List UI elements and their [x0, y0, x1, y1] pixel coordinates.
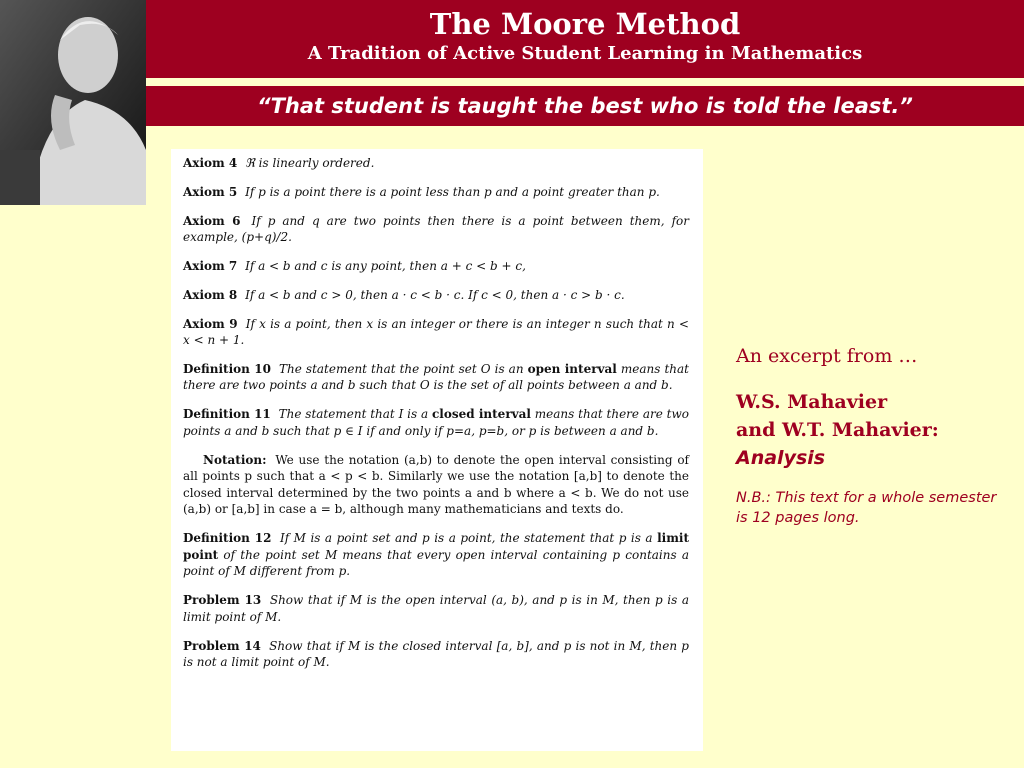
notation-note: [183, 452, 689, 518]
item-label: Problem 13: [183, 593, 262, 608]
book-title: Analysis: [736, 447, 826, 469]
item-label: Axiom 5: [183, 184, 238, 199]
item-text-continued: means that there are two points a and b such that p ∈ I if and only if p=a, p=b, or p is between a and b.: [183, 407, 689, 438]
axiom-5: [183, 184, 689, 201]
divider: [146, 78, 1024, 86]
item-label: Problem 14: [183, 638, 261, 653]
author-line-2: and W.T. Mahavier:: [736, 419, 939, 441]
portrait-photo: [0, 0, 146, 205]
item-label: Axiom 7: [183, 258, 238, 273]
item-label: Definition 12: [183, 531, 272, 546]
item-label: Notation:: [203, 452, 267, 467]
item-text: If x is a point, then x is an integer or there is an integer n such that n < x < n + 1.: [183, 316, 689, 348]
item-text: We use the notation (a,b) to denote the open interval consisting of all points p such that a < p < b. Similarly we use the notation [a,b] to denote the closed interval determined by the two points a and b where a < b. We do not use (a,b) or [a,b] in case a = b, although many mathematicians and texts do.: [183, 452, 689, 517]
excerpt-intro: An excerpt from …: [736, 345, 918, 367]
note-text: N.B.: This text for a whole semester is 12 pages long.: [736, 490, 997, 526]
defined-term: limit point: [183, 531, 689, 562]
axiom-8: [183, 287, 689, 304]
quote-banner: “That student is taught the best who is told the least.”: [146, 86, 1024, 126]
author-line-1: W.S. Mahavier: [736, 391, 888, 413]
item-label: Definition 10: [183, 361, 271, 376]
header-band: [146, 0, 1024, 78]
item-label: Axiom 6: [183, 213, 241, 228]
item-text: The statement that the point set O is an: [279, 361, 528, 376]
axiom-7: [183, 258, 689, 275]
definition-10: [183, 361, 689, 394]
page-subtitle: A Tradition of Active Student Learning in Mathematics: [307, 43, 863, 64]
item-text: If M is a point set and p is a point, the statement that p is a: [279, 531, 658, 546]
item-label: Axiom 9: [183, 316, 238, 331]
item-label: Definition 11: [183, 407, 271, 422]
defined-term: open interval: [527, 361, 617, 376]
problem-13: [183, 592, 689, 625]
problem-14: [183, 638, 689, 671]
item-text: Show that if M is the open interval (a, b), and p is in M, then p is a limit point of M.: [183, 593, 689, 624]
item-text-continued: of the point set M means that every open interval containing p contains a point of M different from p.: [183, 547, 689, 579]
item-text: Show that if M is the closed interval [a, b], and p is not in M, then p is not a limit point of M.: [183, 638, 689, 670]
side-caption: [736, 342, 1006, 528]
defined-term: closed interval: [432, 407, 531, 422]
item-label: Axiom 4: [183, 156, 238, 170]
item-text: The statement that I is a: [278, 407, 432, 422]
item-text: If p and q are two points then there is a point between them, for example, (p+q)/2.: [183, 213, 689, 245]
definition-12: [183, 530, 689, 580]
excerpt-page: [171, 149, 703, 751]
item-label: Axiom 8: [183, 287, 238, 302]
item-text: ℜ is linearly ordered.: [245, 156, 375, 170]
item-text-continued: means that there are two points a and b such that O is the set of all points between a and b.: [183, 361, 689, 393]
item-text: If p is a point there is a point less than p and a point greater than p.: [245, 184, 660, 199]
definition-11: [183, 406, 689, 439]
item-text: If a < b and c is any point, then a + c < b + c,: [245, 258, 526, 273]
axiom-4: [183, 155, 689, 172]
portrait-icon: [0, 0, 146, 205]
axiom-9: [183, 316, 689, 349]
axiom-6: [183, 213, 689, 246]
page-title: The Moore Method: [429, 7, 741, 41]
item-text: If a < b and c > 0, then a · c < b · c. If c < 0, then a · c > b · c.: [245, 287, 625, 302]
